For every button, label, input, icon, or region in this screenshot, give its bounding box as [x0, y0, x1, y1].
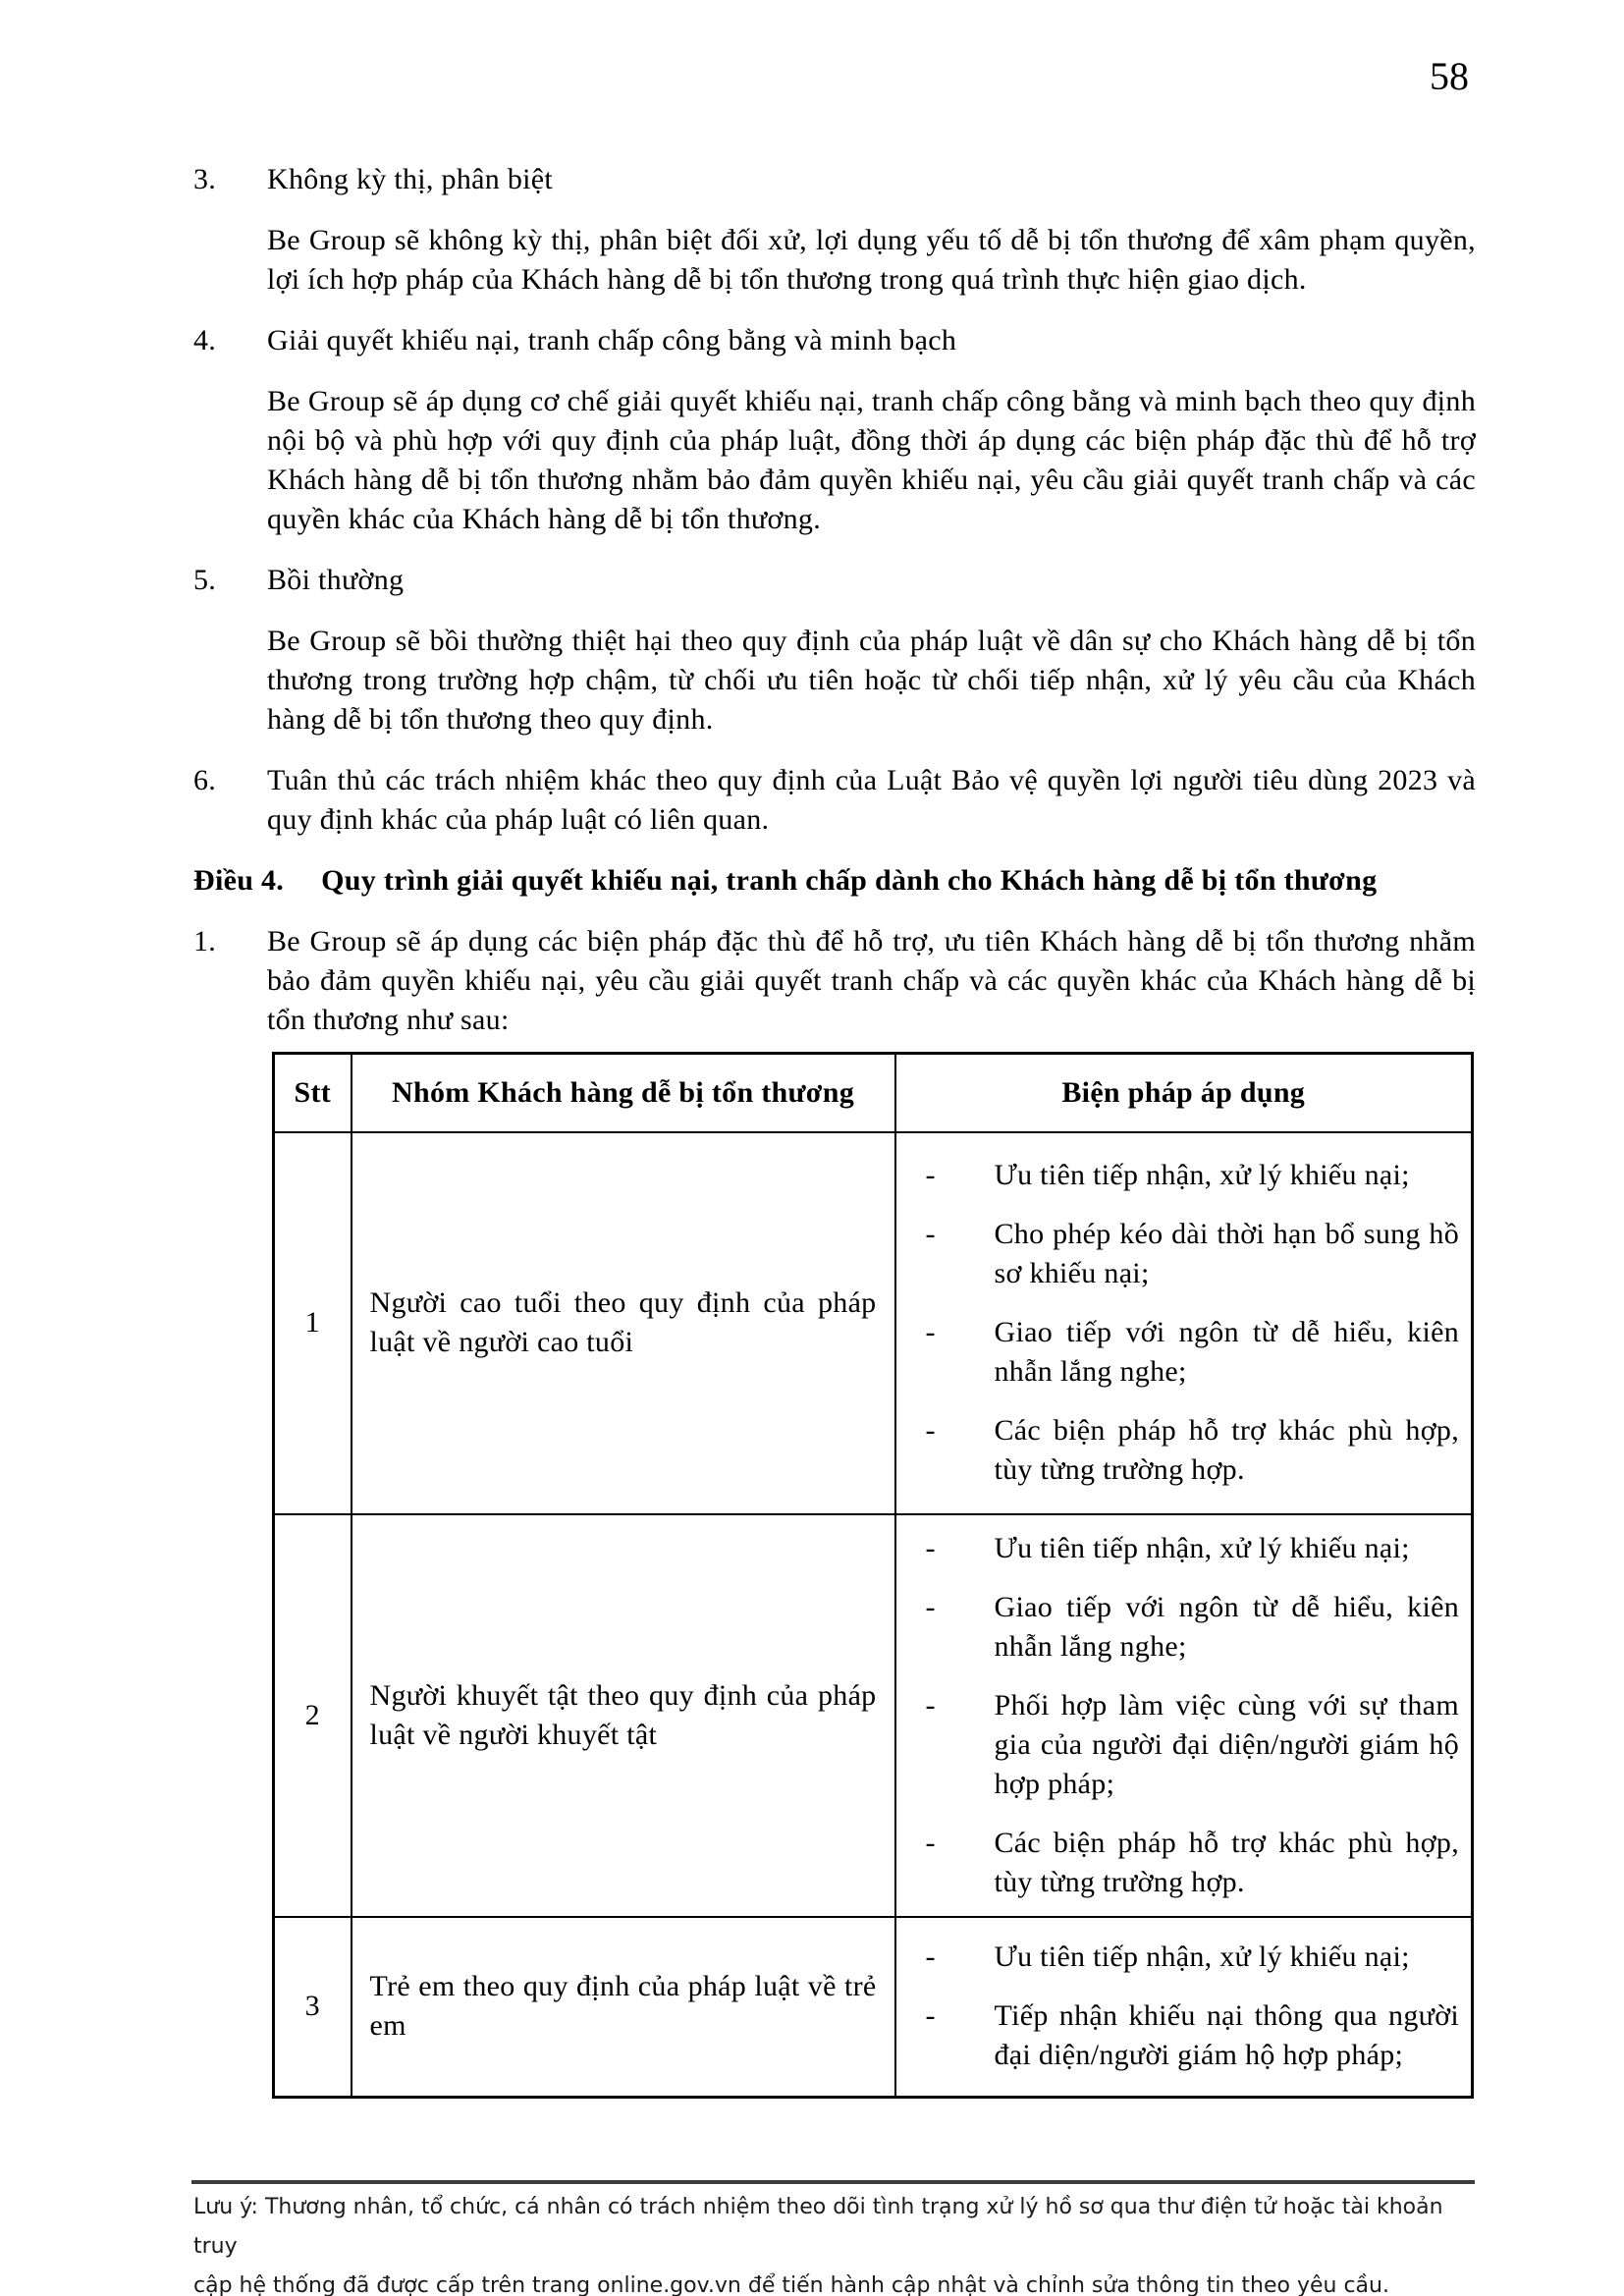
row-stt: 3 — [274, 1917, 352, 2098]
page-number: 58 — [1430, 54, 1469, 98]
measure-item — [896, 1824, 1464, 1902]
measure-item — [896, 1313, 1464, 1392]
section-title: Quy trình giải quyết khiếu nại, tranh chấp dành cho Khách hàng dễ bị tổn thương — [321, 864, 1378, 897]
measure-text: Các biện pháp hỗ trợ khác phù hợp, tùy từng trường hợp. — [994, 1414, 1459, 1486]
header-group: Nhóm Khách hàng dễ bị tổn thương — [352, 1054, 895, 1132]
measure-text: Giao tiếp với ngôn từ dễ hiểu, kiên nhẫn lắng nghe; — [994, 1316, 1459, 1388]
measure-text: Các biện pháp hỗ trợ khác phù hợp, tùy từng trường hợp. — [994, 1826, 1459, 1898]
item-number: 6. — [193, 764, 217, 796]
measure-item — [896, 1215, 1464, 1293]
measure-item — [896, 1686, 1464, 1804]
row-stt: 2 — [274, 1514, 352, 1917]
item-body: Be Group sẽ bồi thường thiệt hại theo quy định của pháp luật về dân sự cho Khách hàng dễ bị tổn thương trong trường hợp chậm, từ chối ưu tiên hoặc từ chối tiếp nhận, xử lý yêu cầu của Khách hàng dễ bị tổn thương theo quy định. — [267, 625, 1476, 736]
dash-marker: - — [925, 1999, 936, 2033]
section-label: Điều 4. — [193, 864, 285, 897]
measure-text: Ưu tiên tiếp nhận, xử lý khiếu nại; — [994, 1941, 1410, 1974]
row-measures — [895, 1132, 1473, 1514]
footer-note-line-2: cập hệ thống đã được cấp trên trang online.gov.vn để tiến hành cập nhật và chỉnh sửa thông tin theo yêu cầu. — [193, 2273, 1389, 2296]
measure-text: Ưu tiên tiếp nhận, xử lý khiếu nại; — [994, 1159, 1410, 1191]
footer-divider — [191, 2180, 1475, 2184]
item-body: Be Group sẽ áp dụng cơ chế giải quyết khiếu nại, tranh chấp công bằng và minh bạch theo quy định nội bộ và phù hợp với quy định của pháp luật, đồng thời áp dụng các biện pháp đặc thù để hỗ trợ Khách hàng dễ bị tổn thương nhằm bảo đảm quyền khiếu nại, yêu cầu giải quyết tranh chấp và các quyền khác của Khách hàng dễ bị tổn thương. — [267, 385, 1476, 535]
table-row — [274, 1132, 1473, 1514]
list-item-4 — [193, 321, 1476, 539]
vulnerable-customers-table — [272, 1052, 1474, 2099]
footer-note — [193, 2188, 1486, 2296]
dash-marker: - — [925, 1414, 936, 1447]
item-number: 4. — [193, 324, 217, 356]
measure-item — [896, 1588, 1464, 1667]
table-row — [274, 1917, 1473, 2098]
item-body: Be Group sẽ không kỳ thị, phân biệt đối xử, lợi dụng yếu tố dễ bị tổn thương để xâm phạm quyền, lợi ích hợp pháp của Khách hàng dễ bị tổn thương trong quá trình thực hiện giao dịch. — [267, 224, 1476, 296]
row-measures — [895, 1514, 1473, 1917]
measure-text: Ưu tiên tiếp nhận, xử lý khiếu nại; — [994, 1531, 1410, 1564]
item-body: Tuân thủ các trách nhiệm khác theo quy định của Luật Bảo vệ quyền lợi người tiêu dùng 2023 và quy định khác của pháp luật có liên quan. — [267, 764, 1476, 836]
dash-marker: - — [925, 1590, 936, 1623]
list-item-6 — [193, 761, 1476, 840]
row-measures — [895, 1917, 1473, 2098]
item-title: Bồi thường — [267, 564, 405, 596]
document-body — [193, 160, 1476, 2099]
dash-marker: - — [925, 1941, 936, 1974]
row-group: Người khuyết tật theo quy định của pháp luật về người khuyết tật — [352, 1514, 895, 1917]
header-measures: Biện pháp áp dụng — [895, 1054, 1473, 1132]
dash-marker: - — [925, 1159, 936, 1191]
measure-item — [896, 1411, 1464, 1490]
measure-text: Giao tiếp với ngôn từ dễ hiểu, kiên nhẫn lắng nghe; — [994, 1590, 1459, 1663]
dash-marker: - — [925, 1531, 936, 1564]
dash-marker: - — [925, 1826, 936, 1859]
dash-marker: - — [925, 1218, 936, 1250]
measure-text: Tiếp nhận khiếu nại thông qua người đại diện/người giám hộ hợp pháp; — [994, 1999, 1459, 2072]
item-number: 1. — [193, 925, 217, 957]
list-item-3 — [193, 160, 1476, 300]
header-stt: Stt — [274, 1054, 352, 1132]
measure-item — [896, 1156, 1464, 1195]
item-title: Giải quyết khiếu nại, tranh chấp công bằng và minh bạch — [267, 324, 957, 356]
dash-marker: - — [925, 1688, 936, 1722]
row-group: Người cao tuổi theo quy định của pháp luật về người cao tuổi — [352, 1132, 895, 1514]
table-row — [274, 1514, 1473, 1917]
item-number: 5. — [193, 564, 217, 596]
item-number: 3. — [193, 163, 217, 195]
item-body: Be Group sẽ áp dụng các biện pháp đặc thù để hỗ trợ, ưu tiên Khách hàng dễ bị tổn thương nhằm bảo đảm quyền khiếu nại, yêu cầu giải quyết tranh chấp và các quyền khác của Khách hàng dễ bị tổn thương như sau: — [267, 925, 1476, 1036]
measure-text: Phối hợp làm việc cùng với sự tham gia của người đại diện/người giám hộ hợp pháp; — [994, 1688, 1459, 1800]
row-stt: 1 — [274, 1132, 352, 1514]
measure-item — [896, 1938, 1464, 1977]
section-heading — [193, 861, 1476, 901]
list-item-5 — [193, 561, 1476, 739]
measure-item — [896, 1996, 1464, 2075]
measure-text: Cho phép kéo dài thời hạn bổ sung hồ sơ khiếu nại; — [994, 1218, 1459, 1289]
section-intro-item — [193, 922, 1476, 1040]
footer-note-line-1: Lưu ý: Thương nhân, tổ chức, cá nhân có trách nhiệm theo dõi tình trạng xử lý hồ sơ qua thư điện tử hoặc tài khoản truy — [193, 2195, 1443, 2259]
item-title: Không kỳ thị, phân biệt — [267, 163, 554, 195]
measure-item — [896, 1529, 1464, 1568]
row-group: Trẻ em theo quy định của pháp luật về trẻ em — [352, 1917, 895, 2098]
dash-marker: - — [925, 1316, 936, 1348]
table-header-row — [274, 1054, 1473, 1132]
